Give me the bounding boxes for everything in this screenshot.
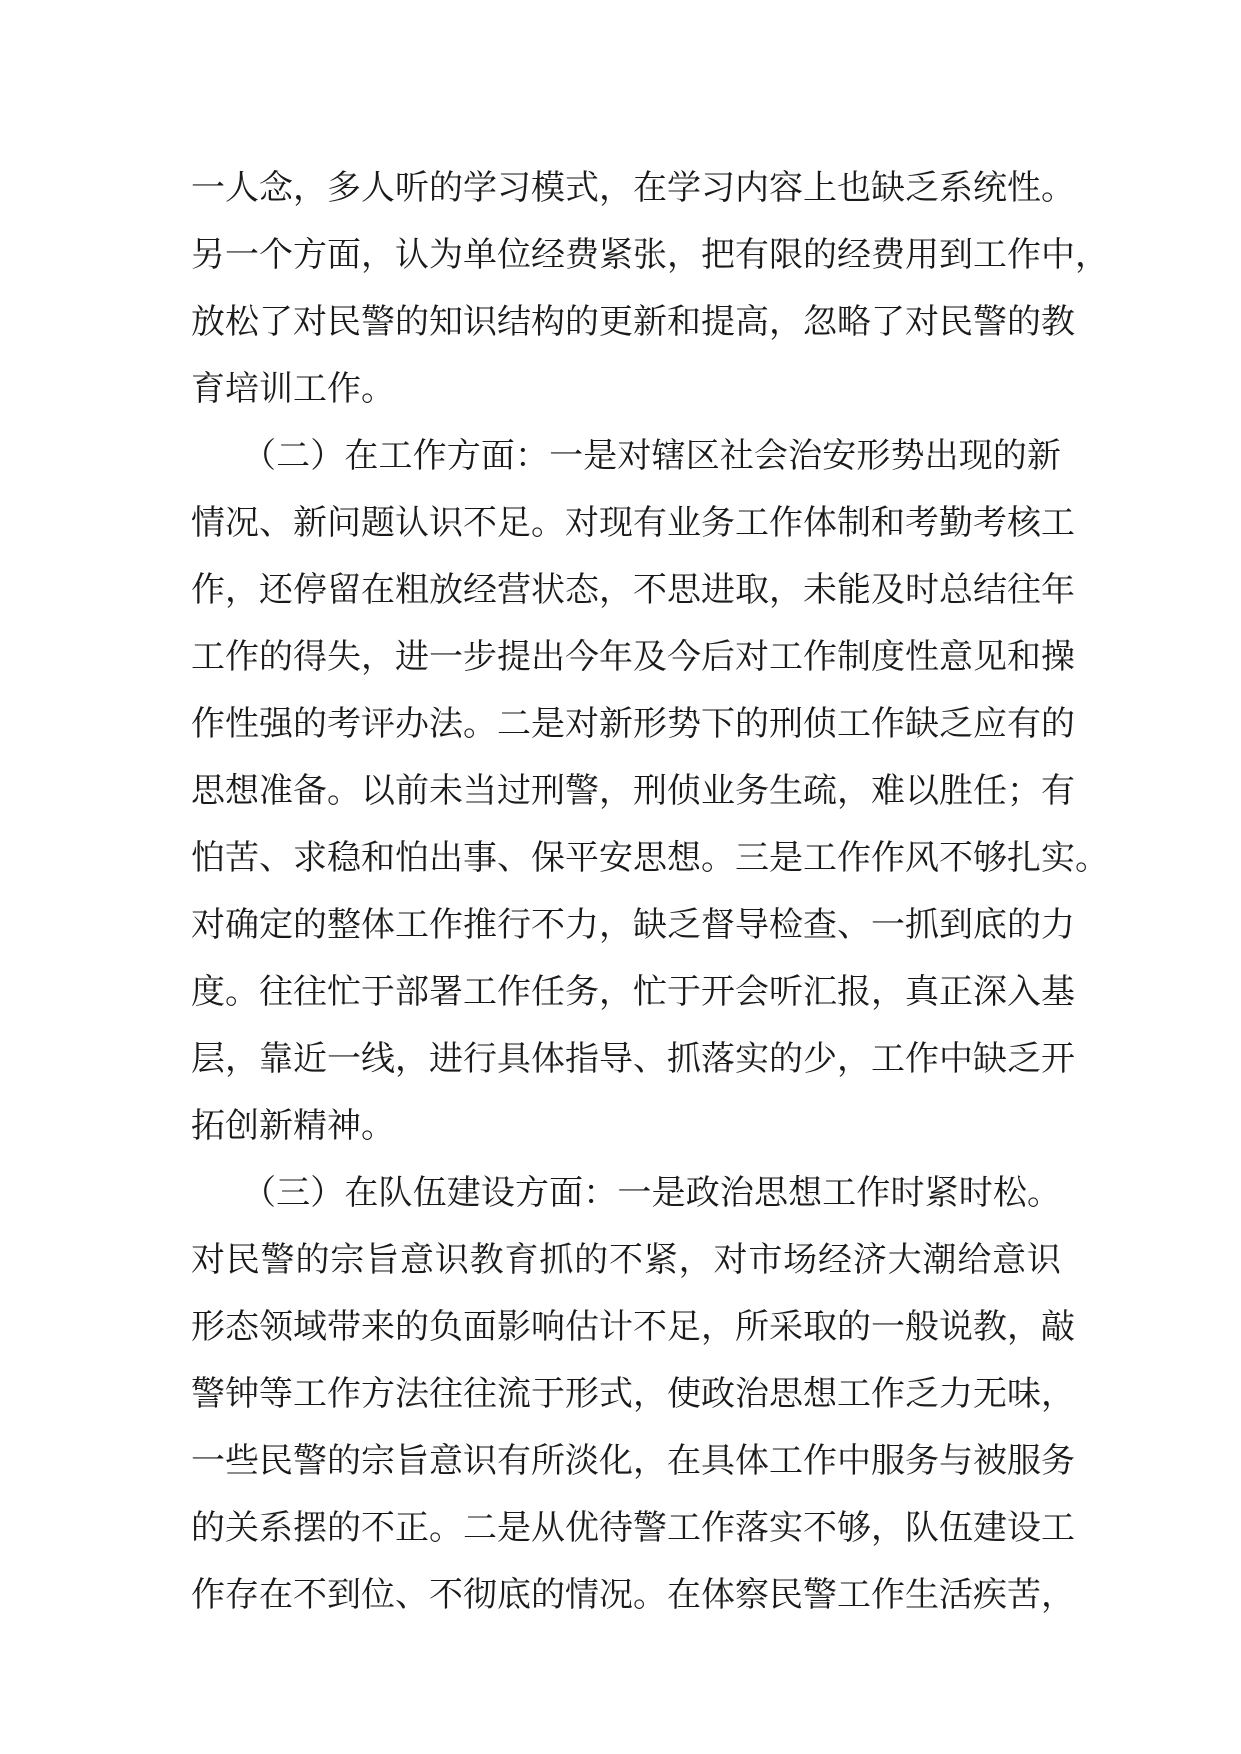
text-line: 对确定的整体工作推行不力，缺乏督导检查、一抓到底的力 bbox=[191, 905, 1075, 945]
text-line: 另一个方面，认为单位经费紧张，把有限的经费用到工作中， bbox=[191, 235, 1109, 275]
paragraph-1 bbox=[191, 155, 1109, 423]
paragraph-2 bbox=[191, 423, 1109, 1160]
text-line: （三）在队伍建设方面：一是政治思想工作时紧时松。 bbox=[242, 1173, 1061, 1213]
text-line: 的关系摆的不正。二是从优待警工作落实不够，队伍建设工 bbox=[191, 1508, 1075, 1548]
text-line: 一人念，多人听的学习模式，在学习内容上也缺乏系统性。 bbox=[191, 168, 1075, 208]
text-line: 思想准备。以前未当过刑警，刑侦业务生疏，难以胜任；有 bbox=[191, 771, 1075, 811]
text-line: 对民警的宗旨意识教育抓的不紧，对市场经济大潮给意识 bbox=[191, 1240, 1061, 1280]
text-line: 一些民警的宗旨意识有所淡化，在具体工作中服务与被服务 bbox=[191, 1441, 1075, 1481]
text-line: 度。往往忙于部署工作任务，忙于开会听汇报，真正深入基 bbox=[191, 972, 1075, 1012]
text-line: 警钟等工作方法往往流于形式，使政治思想工作乏力无味， bbox=[191, 1374, 1075, 1414]
text-line: 作性强的考评办法。二是对新形势下的刑侦工作缺乏应有的 bbox=[191, 704, 1075, 744]
text-line: 形态领域带来的负面影响估计不足，所采取的一般说教，敲 bbox=[191, 1307, 1075, 1347]
text-line: 放松了对民警的知识结构的更新和提高，忽略了对民警的教 bbox=[191, 302, 1075, 342]
text-line: 情况、新问题认识不足。对现有业务工作体制和考勤考核工 bbox=[191, 503, 1075, 543]
text-line: 怕苦、求稳和怕出事、保平安思想。三是工作作风不够扎实。 bbox=[191, 838, 1109, 878]
text-line: 拓创新精神。 bbox=[191, 1106, 395, 1146]
paragraph-3 bbox=[191, 1160, 1075, 1629]
text-line: 层，靠近一线，进行具体指导、抓落实的少，工作中缺乏开 bbox=[191, 1039, 1075, 1079]
text-line: （二）在工作方面：一是对辖区社会治安形势出现的新 bbox=[242, 436, 1061, 476]
text-line: 工作的得失，进一步提出今年及今后对工作制度性意见和操 bbox=[191, 637, 1075, 677]
text-line: 作，还停留在粗放经营状态，不思进取，未能及时总结往年 bbox=[191, 570, 1075, 610]
text-line: 作存在不到位、不彻底的情况。在体察民警工作生活疾苦， bbox=[191, 1575, 1075, 1615]
text-line: 育培训工作。 bbox=[191, 369, 395, 409]
document-body bbox=[191, 155, 1109, 1629]
